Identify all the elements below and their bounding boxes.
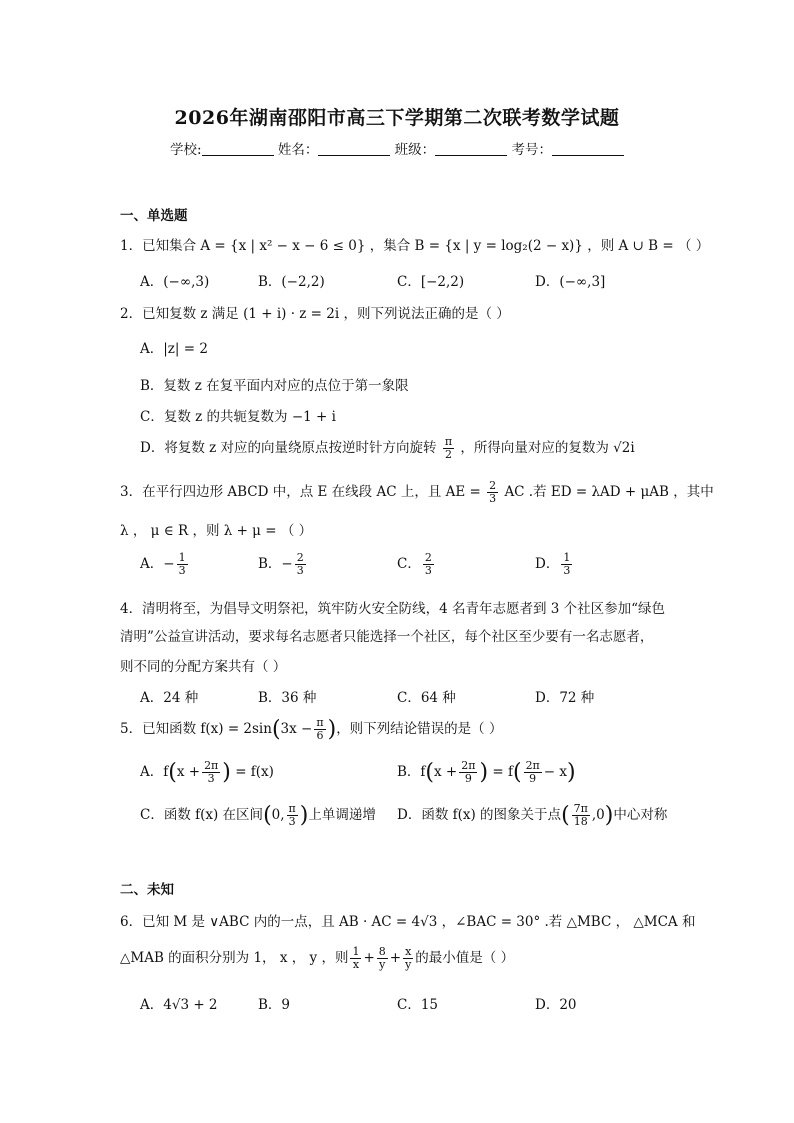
q5-a-paren-r: ) <box>222 760 231 785</box>
q6-f3-num: x <box>405 945 412 958</box>
q3-d-num: 1 <box>563 551 571 564</box>
q5-b-num: 2π <box>461 759 476 772</box>
q6-frac-2 <box>377 946 388 971</box>
exam-title: 2026年湖南邵阳市高三下学期第二次联考数学试题 <box>174 107 620 129</box>
question-1-stem: 1．已知集合 A = {x | x² − x − 6 ≤ 0} ，集合 B = {x | y = log₂(2 − x)} ，则 A ∪ B = （ ） <box>120 238 710 254</box>
q6-option-c[interactable]: C．15 <box>397 997 439 1013</box>
q5-a-2: = f(x) <box>235 764 274 780</box>
q5-b-den2: 9 <box>529 772 537 785</box>
q5-d-inner: ,0 <box>591 807 605 823</box>
question-6-line1: 6．已知 M 是 ∨ABC 内的一点，且 AB · AC = 4√3 ，∠BAC = 30° .若 △MBC ， △MCA 和 <box>120 914 696 930</box>
q3-option-d[interactable] <box>535 552 574 577</box>
q3-b-fraction <box>295 552 306 577</box>
q5-c-paren-l: ( <box>263 803 272 828</box>
q3-a-fraction <box>177 552 188 577</box>
q6-f1-den: x <box>352 958 360 971</box>
section-single-choice: 一、单选题 <box>120 208 188 224</box>
q3-c-fraction <box>423 552 434 577</box>
q1-option-b[interactable]: B．(−2,2) <box>258 274 325 290</box>
q2-d-fraction <box>443 436 454 461</box>
q3-a-prefix: A．− <box>140 556 175 572</box>
q5-b-1: B．f <box>397 764 426 780</box>
q3-f-num: 2 <box>489 479 497 492</box>
q4-option-c[interactable]: C．64 种 <box>397 690 456 706</box>
q3-a-den: 3 <box>178 564 186 577</box>
q5-d-den: 18 <box>573 815 588 828</box>
q5-fraction <box>314 717 325 742</box>
class-label: 班级： <box>394 142 436 158</box>
q5-c-inner: 0, <box>271 807 285 823</box>
q3-b-num: 2 <box>296 551 304 564</box>
question-5-stem <box>120 717 502 742</box>
q5-d-2: 中心对称 <box>613 807 668 823</box>
q5-a-1: A．f <box>140 764 169 780</box>
name-blank[interactable] <box>318 141 390 156</box>
q1-option-a[interactable]: A．(−∞,3) <box>140 274 210 290</box>
class-blank[interactable] <box>435 141 507 156</box>
name-label: 姓名： <box>277 142 319 158</box>
q6-frac-1 <box>350 946 361 971</box>
q5-a-den: 3 <box>207 772 215 785</box>
q2-d-text-1: D．将复数 z 对应的向量绕原点按逆时针方向旋转 <box>140 440 437 456</box>
q5-c-den: 3 <box>288 815 296 828</box>
q3-fraction <box>487 480 498 505</box>
q5-stem-inner: 3x − <box>280 721 313 737</box>
q5-s-num: π <box>316 716 324 729</box>
q5-b-fraction <box>459 760 477 785</box>
q3-c-prefix: C． <box>397 556 421 572</box>
school-blank[interactable] <box>202 141 274 156</box>
q5-c-fraction <box>287 803 298 828</box>
q5-option-b[interactable] <box>397 760 576 785</box>
question-4-line3: 则不同的分配方案共有（ ） <box>120 659 287 675</box>
q5-b-paren-l2: ( <box>512 760 522 785</box>
q5-d-paren-l: ( <box>561 803 570 828</box>
q3-d-fraction <box>561 552 572 577</box>
q5-b-fraction-2 <box>524 760 542 785</box>
q5-stem-1: 5．已知函数 f(x) = 2sin <box>120 721 272 737</box>
q6-f3-den: y <box>405 958 412 971</box>
q5-b-2: = f <box>492 764 513 780</box>
q3-c-den: 3 <box>424 564 432 577</box>
q5-option-a[interactable] <box>140 760 274 785</box>
q3-stem-2: AC .若 ED = λAD + μAB ，其中 <box>504 484 714 500</box>
q2-d-text-2: ，所得向量对应的复数为 √2i <box>460 440 635 456</box>
q4-option-d[interactable]: D．72 种 <box>535 690 595 706</box>
q3-d-prefix: D． <box>535 556 560 572</box>
q5-b-den: 9 <box>464 772 472 785</box>
q3-option-a[interactable] <box>140 552 190 577</box>
question-3-stem-line1 <box>120 480 714 505</box>
q6-option-d[interactable]: D．20 <box>535 997 577 1013</box>
q5-paren-right: ) <box>327 717 337 742</box>
q5-a-paren-l: ( <box>168 760 177 785</box>
q3-option-c[interactable] <box>397 552 436 577</box>
student-info-line <box>0 138 794 158</box>
q5-option-c[interactable] <box>140 803 376 828</box>
question-4-line2: 清明”公益宣讲活动，要求每名志愿者只能选择一个社区，每个社区至少要有一名志愿者， <box>120 629 654 645</box>
q5-b-paren-r2: ) <box>567 760 576 785</box>
q5-b-3: − x <box>543 764 568 780</box>
q3-a-num: 1 <box>178 551 186 564</box>
q1-option-d[interactable]: D．(−∞,3] <box>535 274 606 290</box>
q2-option-d[interactable] <box>140 436 635 461</box>
q5-b-num2: 2π <box>525 759 540 772</box>
q5-d-1: D．函数 f(x) 的图象关于点 <box>397 807 562 823</box>
q5-a-num: 2π <box>204 759 219 772</box>
q5-c-paren-r: ) <box>299 803 309 828</box>
q2-option-b[interactable]: B．复数 z 在复平面内对应的点位于第一象限 <box>140 378 409 394</box>
q6-f2-num: 8 <box>378 945 386 958</box>
q5-stem-2: ，则下列结论错误的是（ ） <box>336 721 503 737</box>
q3-stem-1: 3．在平行四边形 ABCD 中，点 E 在线段 AC 上，且 AE = <box>120 484 481 500</box>
q5-d-num: 7π <box>573 802 588 815</box>
q6-frac-3 <box>403 946 413 971</box>
q5-c-2: 上单调递增 <box>308 807 376 823</box>
q3-b-den: 3 <box>296 564 304 577</box>
q5-option-d[interactable] <box>397 803 667 828</box>
section-unknown: 二、未知 <box>120 882 174 898</box>
q5-d-fraction <box>572 803 590 828</box>
q4-option-b[interactable]: B．36 种 <box>258 690 317 706</box>
q5-b-paren-r: ) <box>479 760 489 785</box>
q3-b-prefix: B．− <box>258 556 293 572</box>
q2-d-den: 2 <box>444 448 452 461</box>
q2-option-a[interactable]: A．|z| = 2 <box>140 341 208 357</box>
q5-a-inner: x + <box>176 764 201 780</box>
q6-stem-2a: △MAB 的面积分别为 1， x ， y ，则 <box>120 950 349 966</box>
number-label: 考号： <box>511 142 552 158</box>
q6-option-a[interactable]: A．4√3 + 2 <box>140 997 218 1013</box>
q6-option-b[interactable]: B．9 <box>258 997 291 1013</box>
q3-option-b[interactable] <box>258 552 308 577</box>
q5-paren-left: ( <box>271 717 281 742</box>
q5-c-num: π <box>288 802 296 815</box>
q4-option-a[interactable]: A．24 种 <box>140 690 199 706</box>
q3-f-den: 3 <box>489 492 497 505</box>
q5-a-fraction <box>202 760 220 785</box>
q5-s-den: 6 <box>316 729 324 742</box>
q2-option-c[interactable]: C．复数 z 的共轭复数为 −1 + i <box>140 409 336 425</box>
question-3-stem-line2: λ ， μ ∈ R ，则 λ + μ = （ ） <box>120 523 313 539</box>
question-6-line2: △MAB 的面积分别为 1， x ， y ，则 $\frac{1}{x}$ + $\frac{8}{y}$ + $\frac{x}{y}$ 的最小值是（ ） <box>120 945 515 971</box>
q6-f1-num: 1 <box>352 945 360 958</box>
school-label: 学校: <box>170 142 202 158</box>
q3-c-num: 2 <box>424 551 432 564</box>
q5-c-1: C．函数 f(x) 在区间 <box>140 807 264 823</box>
question-2-stem: 2．已知复数 z 满足 (1 + i) · z = 2i ，则下列说法正确的是（ ） <box>120 306 510 322</box>
q3-d-den: 3 <box>563 564 571 577</box>
number-blank[interactable] <box>552 141 624 156</box>
q6-f2-den: y <box>379 958 386 971</box>
q1-option-c[interactable]: C．[−2,2) <box>397 274 465 290</box>
question-4-line1: 4．清明将至，为倡导文明祭祀，筑牢防火安全防线，4 名青年志愿者到 3 个社区参加“绿色 <box>120 601 666 617</box>
q5-b-paren-l: ( <box>425 760 435 785</box>
q5-d-paren-r: ) <box>604 803 614 828</box>
q6-stem-2b: 的最小值是（ ） <box>415 950 515 966</box>
q5-b-inner: x + <box>434 764 458 780</box>
q2-d-num: π <box>444 435 453 448</box>
